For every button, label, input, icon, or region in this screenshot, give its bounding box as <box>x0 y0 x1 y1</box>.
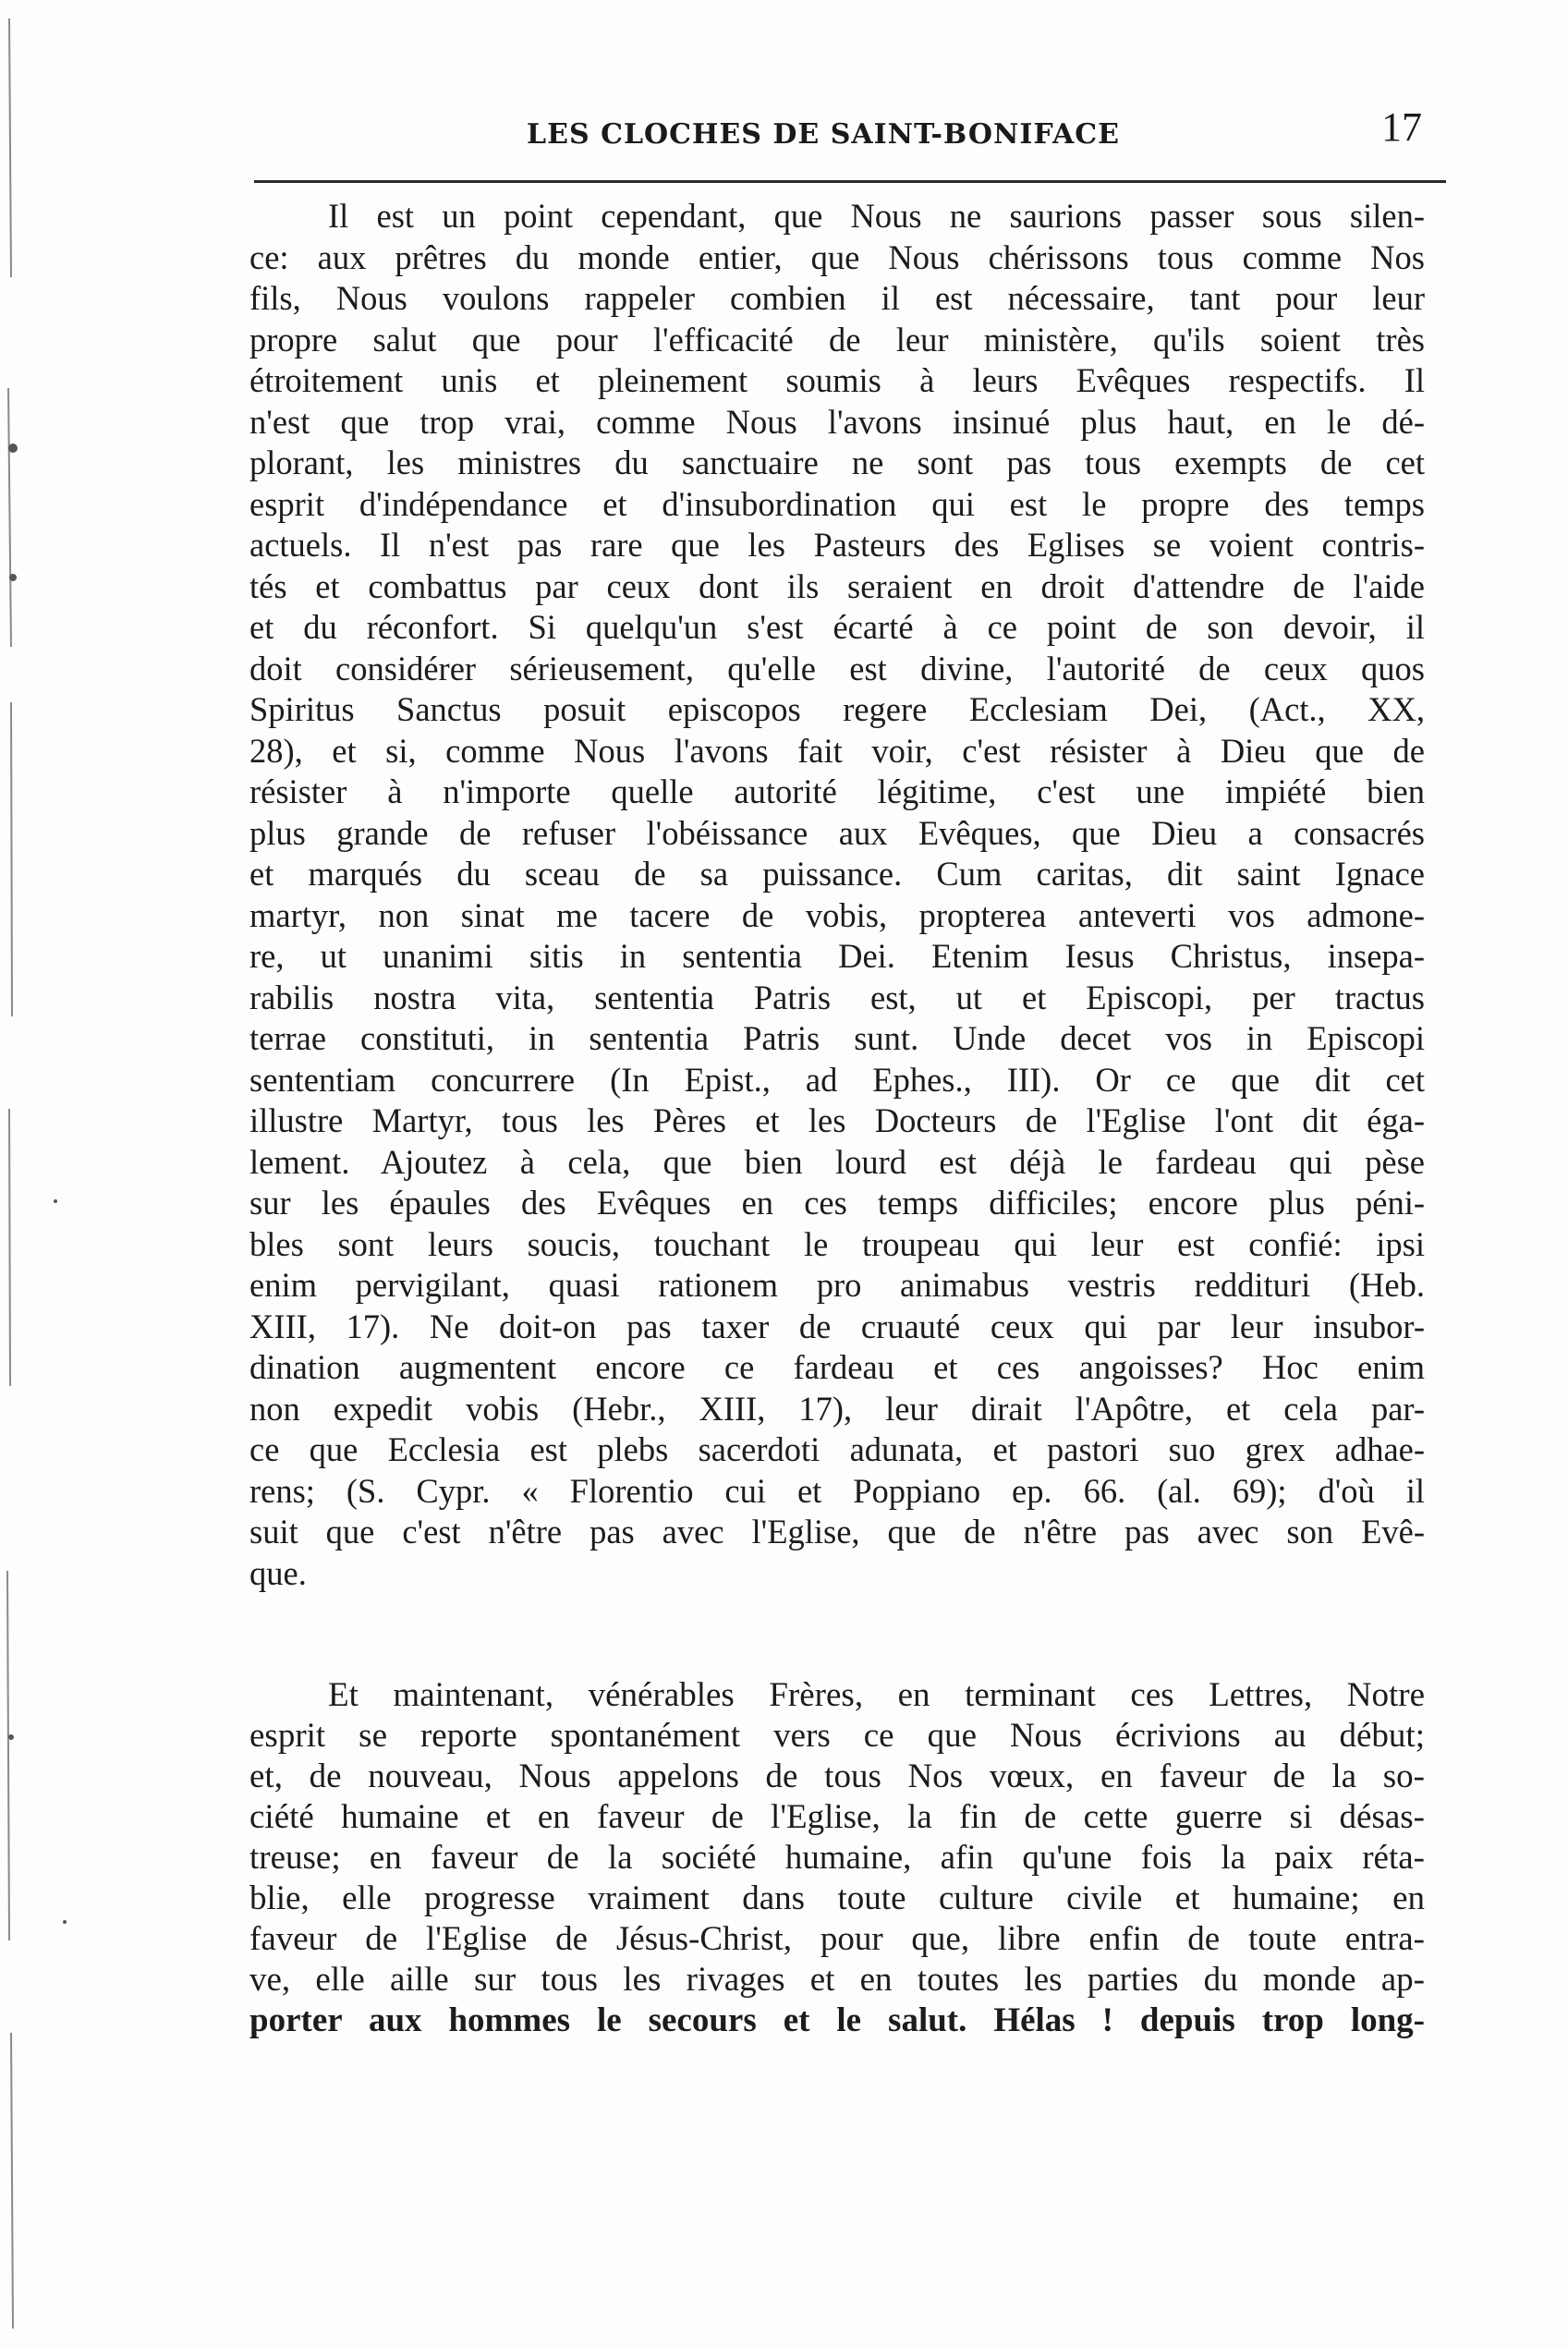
text-line: lement. Ajoutez à cela, que bien lourd est déjà le fardeau qui pèse <box>249 1142 1425 1181</box>
text-line: rabilis nostra vita, sententia Patris est, ut et Episcopi, per tractus <box>249 978 1425 1016</box>
text-line: terrae constituti, in sententia Patris sunt. Unde decet vos in Episcopi <box>249 1019 1425 1057</box>
text-line: suit que c'est n'être pas avec l'Eglise, que de n'être pas avec son Evê- <box>249 1513 1425 1550</box>
text-line: esprit d'indépendance et d'insubordination qui est le propre des temps <box>249 484 1425 523</box>
running-title: LES CLOCHES DE SAINT-BONIFACE <box>527 118 1120 151</box>
body-text <box>249 196 1425 2041</box>
text-line: doit considérer sérieusement, qu'elle est divine, l'autorité de ceux quos <box>249 649 1425 687</box>
text-line: 28), et si, comme Nous l'avons fait voir, c'est résister à Dieu que de <box>249 731 1425 770</box>
text-line: ce que Ecclesia est plebs sacerdoti adunata, et pastori suo grex adhae- <box>249 1430 1425 1468</box>
text-line: martyr, non sinat me tacere de vobis, propterea anteverti vos admone- <box>249 895 1425 934</box>
paragraph-gap <box>249 1594 1425 1675</box>
text-line: que. <box>249 1553 307 1592</box>
text-line: blie, elle progresse vraiment dans toute culture civile et humaine; en <box>249 1879 1425 1917</box>
text-line: treuse; en faveur de la société humaine, afin qu'une fois la paix réta- <box>249 1839 1425 1877</box>
text-line: dination augmentent encore ce fardeau et ces angoisses? Hoc enim <box>249 1348 1425 1386</box>
text-line: sententiam concurrere (In Epist., ad Ephes., III). Or ce que dit cet <box>249 1060 1425 1099</box>
text-line: porter aux hommes le secours et le salut. Hélas ! depuis trop long- <box>249 2001 1425 2039</box>
text-line: tés et combattus par ceux dont ils seraient en droit d'attendre de l'aide <box>249 566 1425 605</box>
text-line: sur les épaules des Evêques en ces temps difficiles; encore plus péni- <box>249 1184 1425 1222</box>
text-line: esprit se reporte spontanément vers ce que Nous écrivions au début; <box>249 1717 1425 1755</box>
text-line: XIII, 17). Ne doit-on pas taxer de cruauté ceux qui par leur insubor- <box>249 1307 1425 1345</box>
text-line: propre salut que pour l'efficacité de leur ministère, qu'ils soient très <box>249 320 1425 359</box>
text-line: résister à n'importe quelle autorité légitime, c'est une impiété bien <box>249 772 1425 810</box>
text-line: non expedit vobis (Hebr., XIII, 17), leur dirait l'Apôtre, et cela par- <box>249 1389 1425 1428</box>
running-header <box>249 103 1451 159</box>
text-line: faveur de l'Eglise de Jésus-Christ, pour que, libre enfin de toute entra- <box>249 1920 1425 1958</box>
text-line: Il est un point cependant, que Nous ne saurions passer sous silen- <box>328 197 1425 235</box>
page-number: 17 <box>1381 104 1422 150</box>
text-line: ve, elle aille sur tous les rivages et en toutes les parties du monde ap- <box>249 1961 1425 1999</box>
text-line: étroitement unis et pleinement soumis à leurs Evêques respectifs. Il <box>249 361 1425 399</box>
text-line: rens; (S. Cypr. « Florentio cui et Poppiano ep. 66. (al. 69); d'où il <box>249 1471 1425 1510</box>
scan-edge-marks <box>0 0 83 2347</box>
text-line: re, ut unanimi sitis in sententia Dei. Etenim Iesus Christus, insepa- <box>249 937 1425 975</box>
text-line: bles sont leurs soucis, touchant le troupeau qui leur est confié: ipsi <box>249 1224 1425 1263</box>
text-line: et du réconfort. Si quelqu'un s'est écarté à ce point de son devoir, il <box>249 608 1425 646</box>
text-line: n'est que trop vrai, comme Nous l'avons insinué plus haut, en le dé- <box>249 402 1425 441</box>
text-line: illustre Martyr, tous les Pères et les Docteurs de l'Eglise l'ont dit éga- <box>249 1101 1425 1139</box>
paragraph-2 <box>249 1675 1425 2041</box>
text-line: plorant, les ministres du sanctuaire ne sont pas tous exempts de cet <box>249 444 1425 481</box>
text-line: enim pervigilant, quasi rationem pro animabus vestris reddituri (Heb. <box>249 1266 1425 1304</box>
text-line: actuels. Il n'est pas rare que les Pasteurs des Eglises se voient contris- <box>249 526 1425 564</box>
text-line: plus grande de refuser l'obéissance aux Evêques, que Dieu a consacrés <box>249 813 1425 852</box>
text-line: Spiritus Sanctus posuit episcopos regere Ecclesiam Dei, (Act., XX, <box>249 690 1425 728</box>
paragraph-1 <box>249 196 1425 1594</box>
text-line: ciété humaine et en faveur de l'Eglise, la fin de cette guerre si désas- <box>249 1798 1425 1836</box>
text-line: et marqués du sceau de sa puissance. Cum caritas, dit saint Ignace <box>249 855 1425 893</box>
text-line: fils, Nous voulons rappeler combien il est nécessaire, tant pour leur <box>249 279 1425 317</box>
text-line: ce: aux prêtres du monde entier, que Nous chérissons tous comme Nos <box>249 237 1425 276</box>
text-line: et, de nouveau, Nous appelons de tous Nos vœux, en faveur de la so- <box>249 1757 1425 1795</box>
text-line: Et maintenant, vénérables Frères, en terminant ces Lettres, Notre <box>328 1676 1425 1714</box>
header-rule <box>254 180 1446 183</box>
